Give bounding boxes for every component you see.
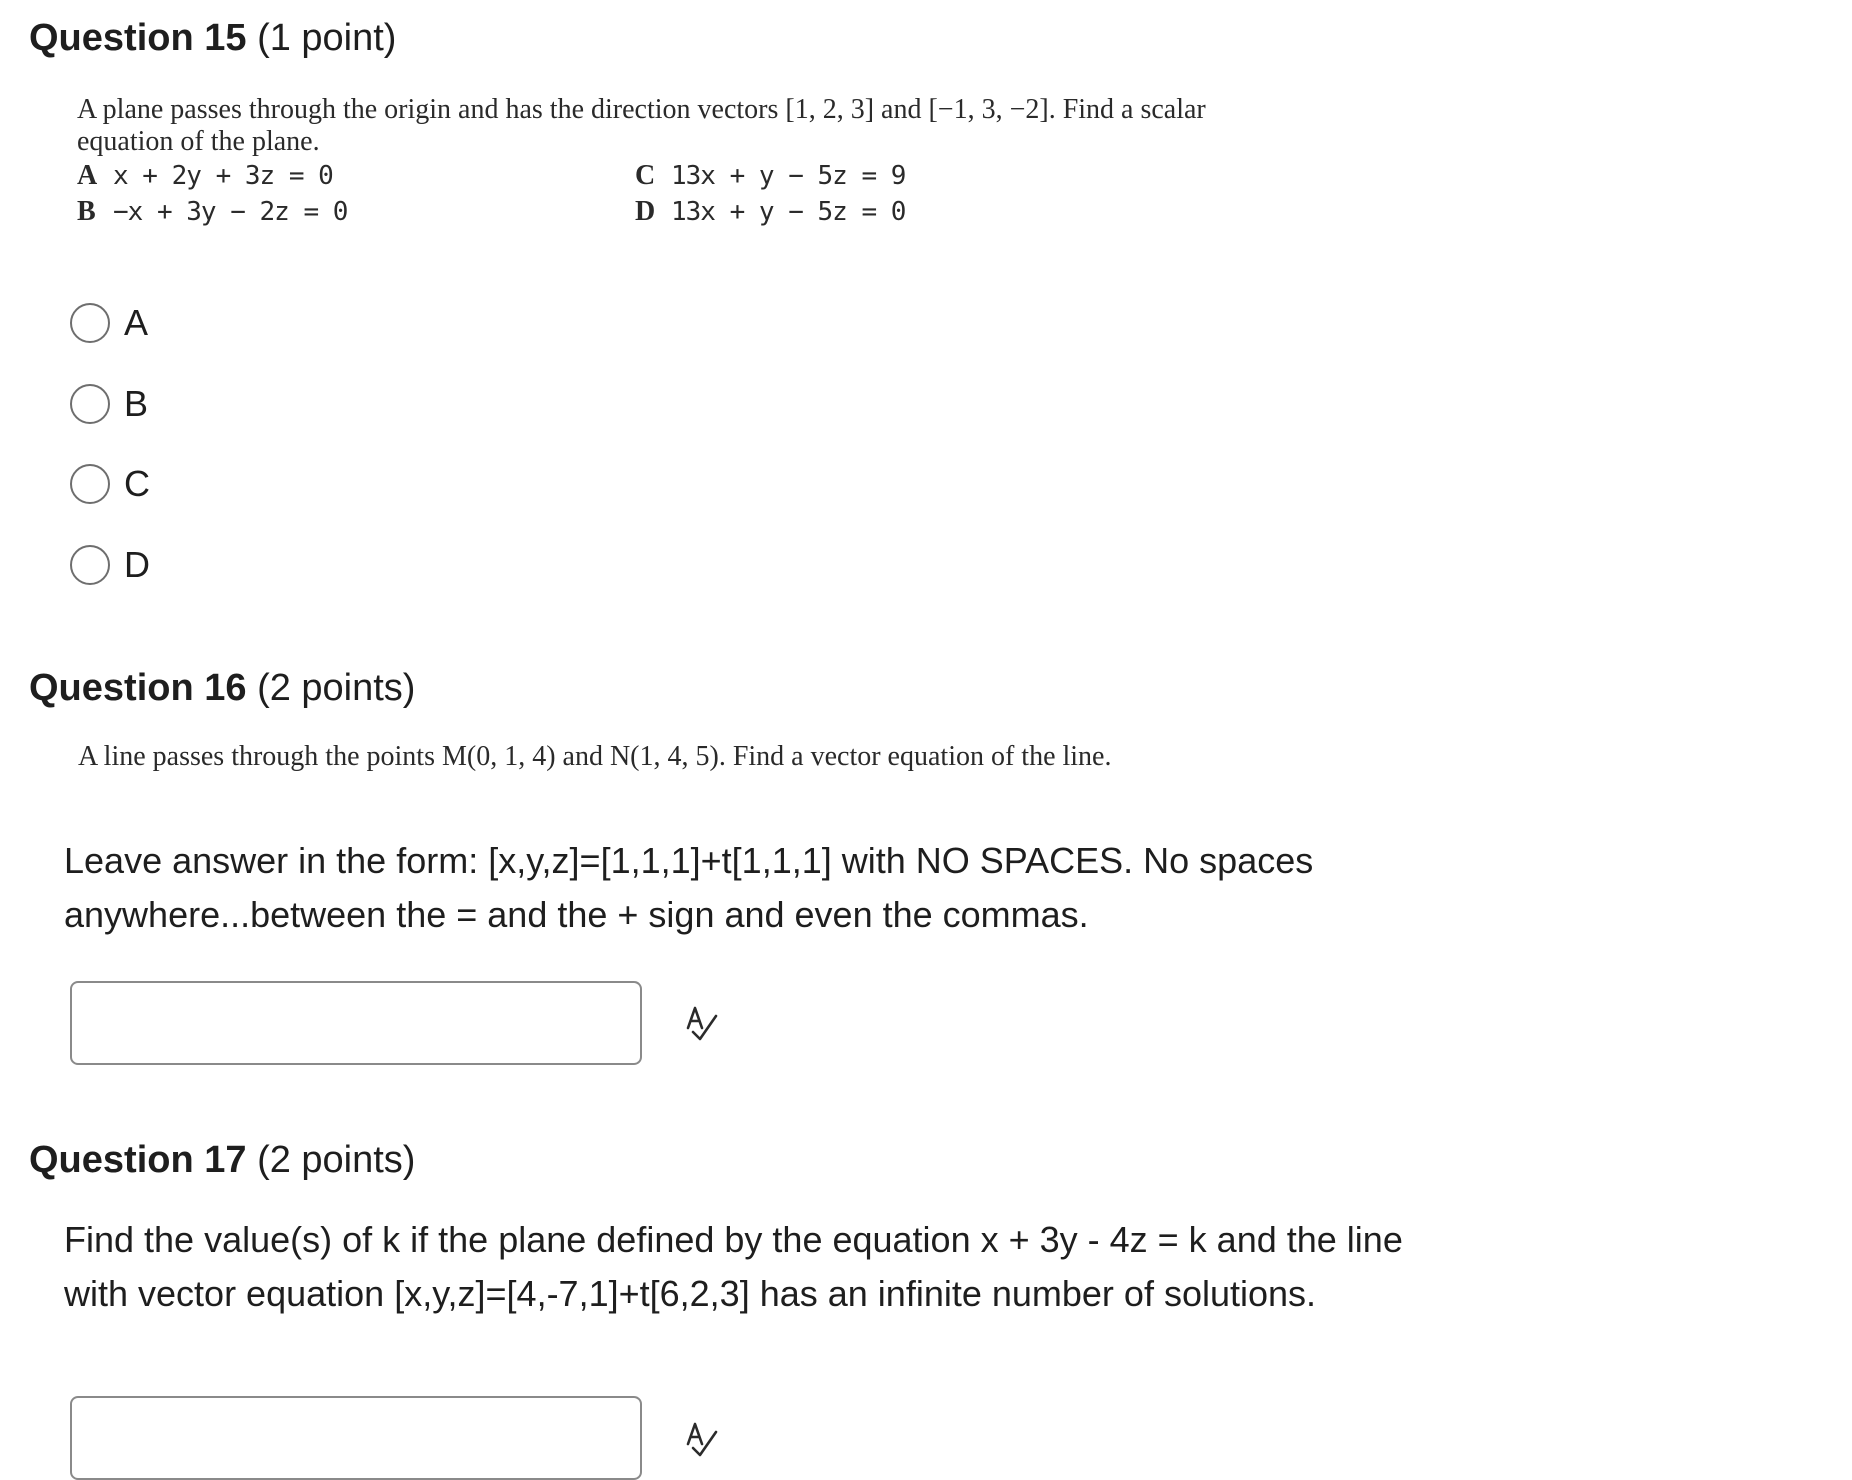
question-16-number: Question 16 <box>29 667 247 709</box>
radio-choice-b[interactable] <box>70 384 148 424</box>
question-17-prompt <box>64 1213 1403 1321</box>
spell-check-icon[interactable] <box>680 1418 722 1460</box>
radio-button-a[interactable] <box>70 303 110 343</box>
question-15-heading <box>29 16 396 60</box>
question-15-points: (1 point) <box>257 17 397 59</box>
question-16-prompt-line: A line passes through the points M(0, 1, 4) and N(1, 4, 5). Find a vector equation of the line. <box>78 741 1112 772</box>
question-16-answer-input[interactable] <box>70 981 642 1065</box>
option-letter: A <box>77 160 98 191</box>
radio-label-d: D <box>124 544 150 585</box>
question-16-prompt <box>78 741 1111 773</box>
question-16-instructions <box>64 834 1313 942</box>
question-15-number: Question 15 <box>29 17 247 59</box>
radio-button-b[interactable] <box>70 384 110 424</box>
option-expression: −x + 3y − 2z = 0 <box>113 197 348 227</box>
question-16-instructions-line-1: Leave answer in the form: [x,y,z]=[1,1,1]+t[1,1,1] with NO SPACES. No spaces <box>64 840 1314 881</box>
option-expression: x + 2y + 3z = 0 <box>113 161 333 191</box>
radio-label-a: A <box>124 302 149 343</box>
question-17-prompt-line-1: Find the value(s) of k if the plane defined by the equation x + 3y - 4z = k and the line <box>64 1219 1403 1260</box>
radio-label-b: B <box>124 383 149 424</box>
question-15-option-d-text <box>635 195 905 229</box>
radio-choice-a[interactable] <box>70 303 148 343</box>
option-expression: 13x + y − 5z = 9 <box>671 161 906 191</box>
option-letter: B <box>77 196 96 227</box>
radio-choice-d[interactable] <box>70 545 150 585</box>
option-letter: D <box>635 196 656 227</box>
question-16-instructions-line-2: anywhere...between the = and the + sign and even the commas. <box>64 894 1089 935</box>
question-15-option-b-text <box>77 195 347 229</box>
question-17-heading <box>29 1138 415 1182</box>
question-17-prompt-line-2: with vector equation [x,y,z]=[4,-7,1]+t[6,2,3] has an infinite number of solutions. <box>64 1273 1317 1314</box>
option-expression: 13x + y − 5z = 0 <box>671 197 906 227</box>
question-15-option-a-text <box>77 159 333 193</box>
question-16-points: (2 points) <box>257 667 416 709</box>
question-15-option-c-text <box>635 159 905 193</box>
question-15-prompt-line-1: A plane passes through the origin and has the direction vectors [1, 2, 3] and [−1, 3, −2]. Find a scalar <box>77 94 1206 125</box>
question-17-number: Question 17 <box>29 1139 247 1181</box>
radio-label-c: C <box>124 463 150 504</box>
option-letter: C <box>635 160 656 191</box>
question-15-prompt-line-2: equation of the plane. <box>77 126 320 157</box>
radio-button-c[interactable] <box>70 464 110 504</box>
question-16-heading <box>29 666 415 710</box>
question-17-answer-input[interactable] <box>70 1396 642 1480</box>
spell-check-icon[interactable] <box>680 1002 722 1044</box>
radio-button-d[interactable] <box>70 545 110 585</box>
question-15-prompt <box>77 94 1206 158</box>
radio-choice-c[interactable] <box>70 464 150 504</box>
question-17-points: (2 points) <box>257 1139 416 1181</box>
